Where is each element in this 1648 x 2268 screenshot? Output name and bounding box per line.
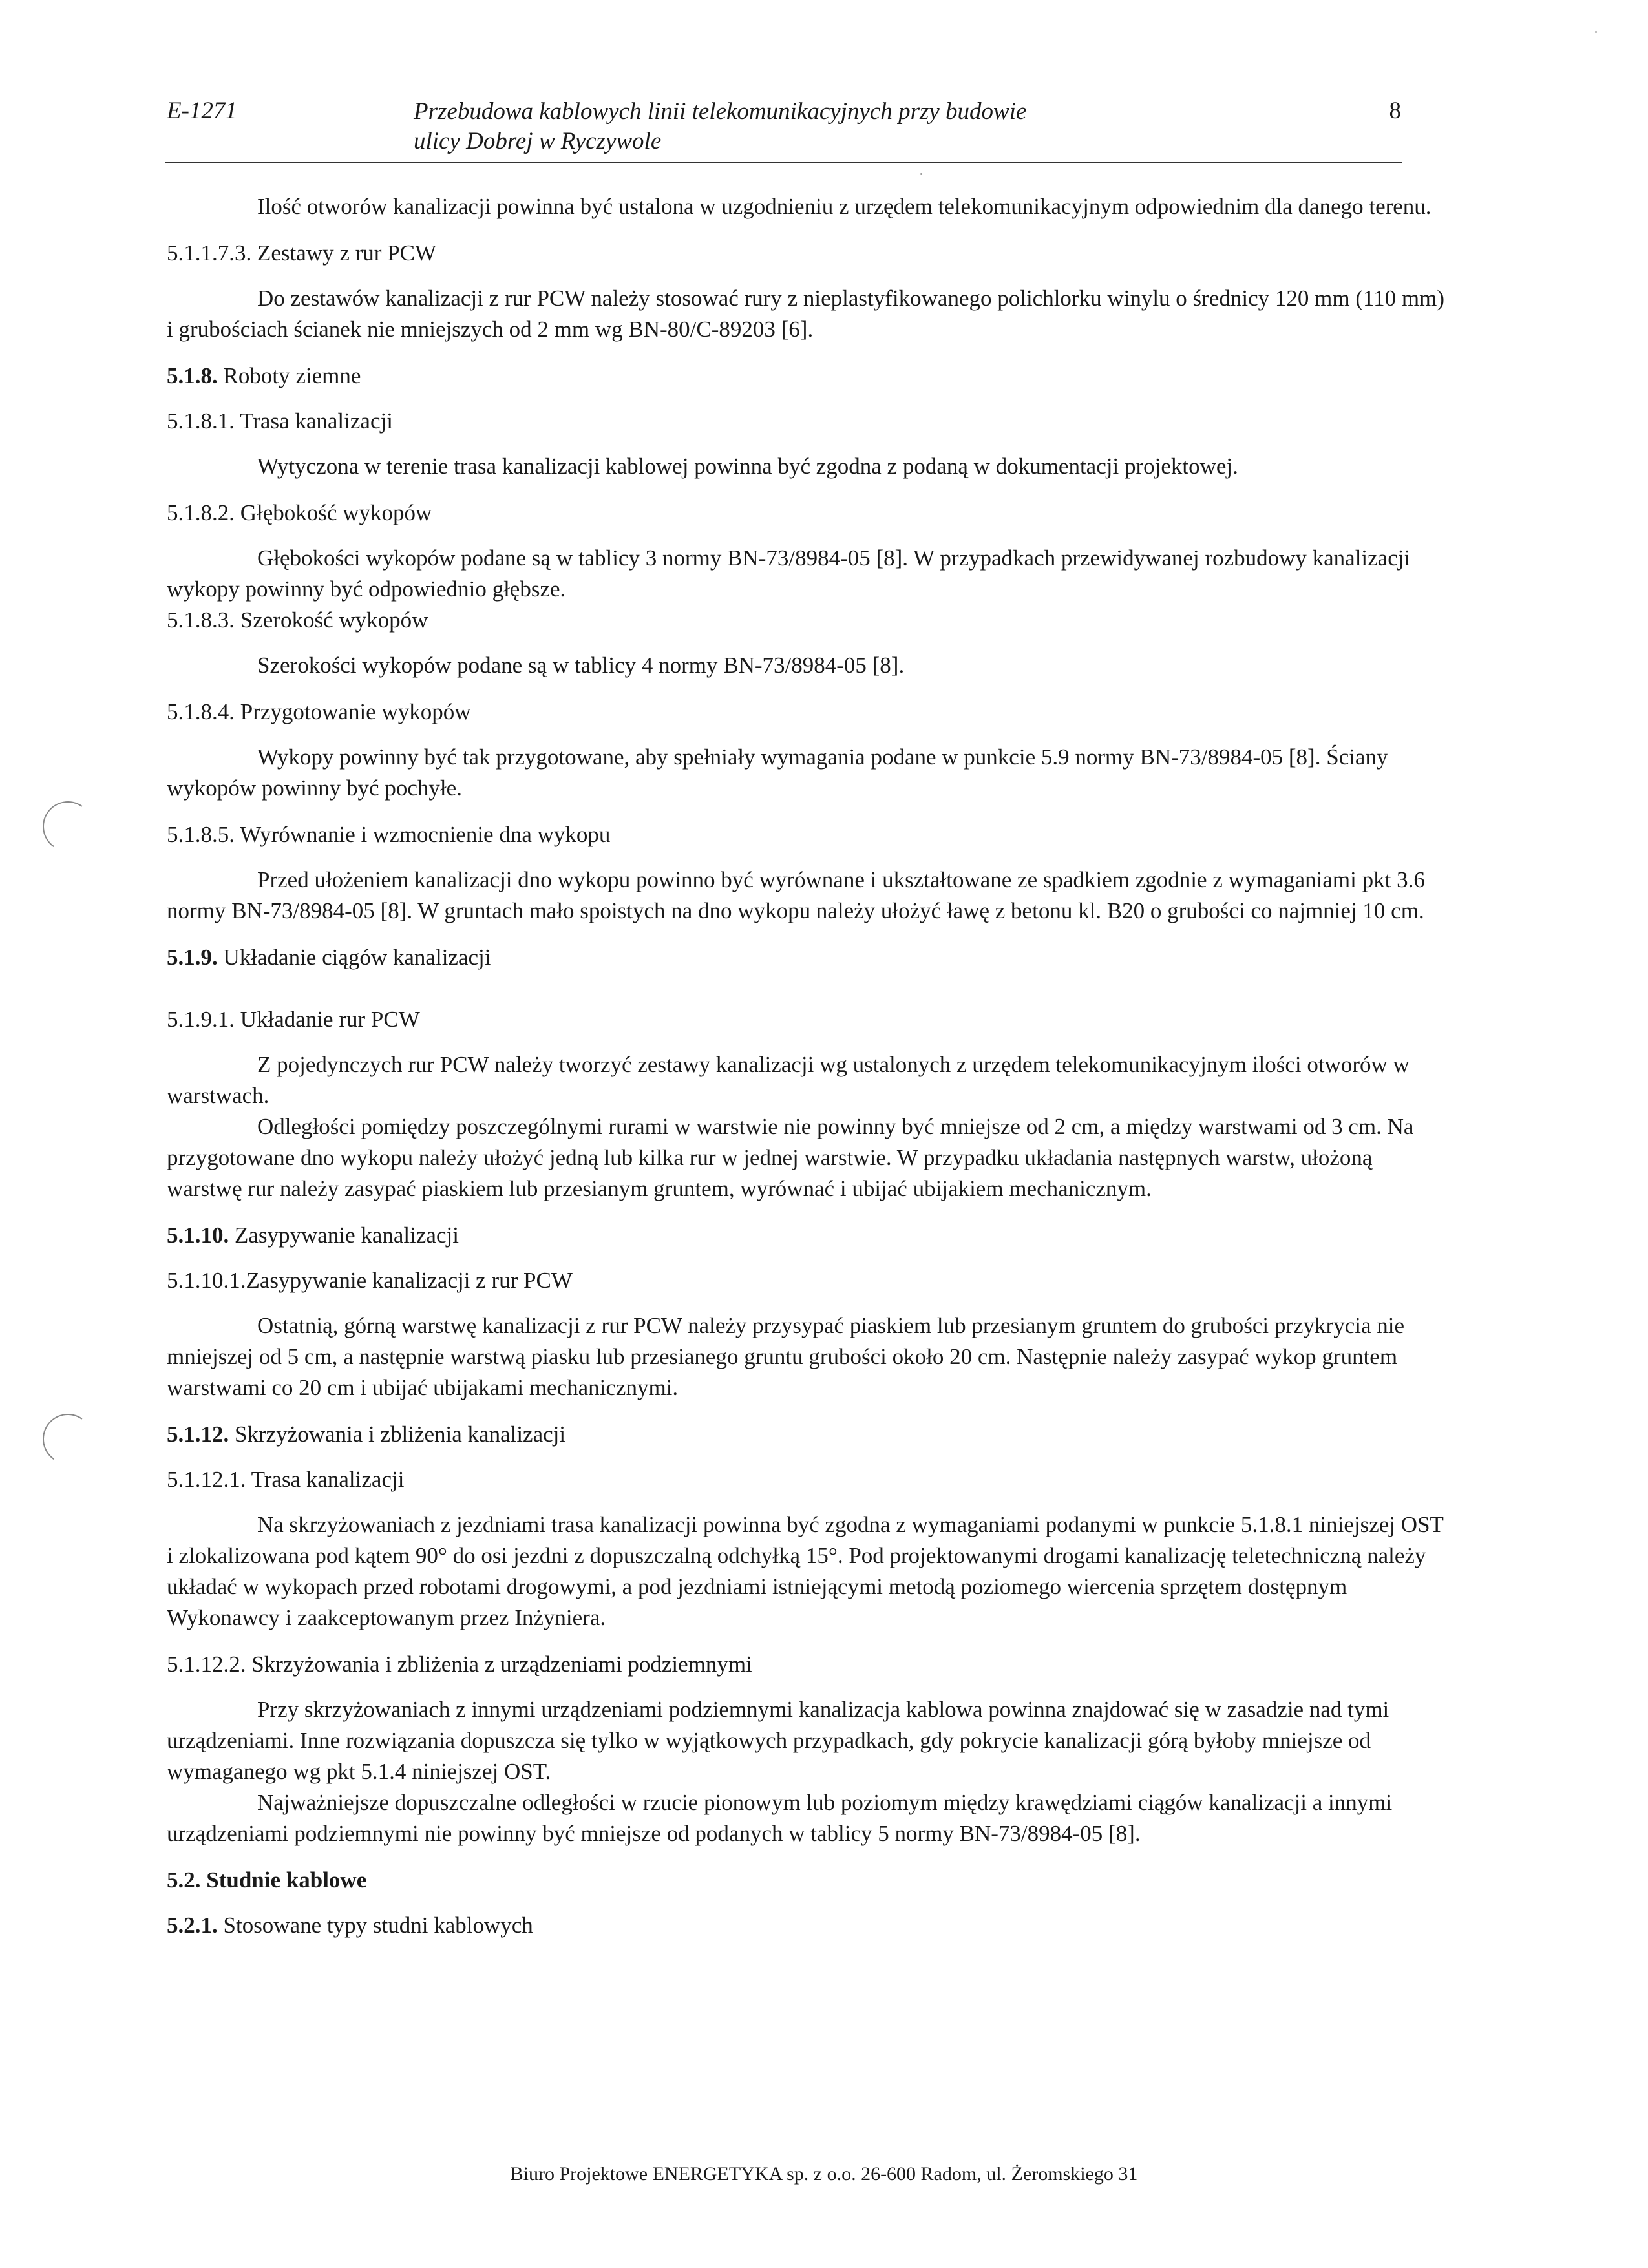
section-heading: 5.1.8.4. Przygotowanie wykopów [167,699,471,724]
section-heading: 5.1.12.2. Skrzyżowania i zbliżenia z urządzeniami podziemnymi [167,1652,752,1677]
section-number: 5.2.1. [167,1913,218,1938]
section-heading: 5.1.1.7.3. Zestawy z rur PCW [167,240,437,266]
document-title-line-2: ulicy Dobrej w Ryczywole [414,128,662,154]
paragraph: Na skrzyżowaniach z jezdniami trasa kanalizacji powinna być zgodna z wymaganiami podanymi w punkcie 5.1.8.1 niniejszej OST i zlokalizowana pod kątem 90° do osi jezdni z dopuszczalną odchyłką 15°. Pod projektowanymi drogami kanalizację teletechniczną należy układać w wykopach przed robotami drogowymi, a pod jezdniami istniejącymi metodą poziomego wiercenia sprzętem dostępnym Wykonawcy i zaakceptowanym przez Inżyniera. [167,1512,1444,1630]
paragraph: Wytyczona w terenie trasa kanalizacji kablowej powinna być zgodna z podaną w dokumentacji projektowej. [257,454,1238,479]
paragraph: Przed ułożeniem kanalizacji dno wykopu powinno być wyrównane i ukształtowane ze spadkiem zgodnie z wymaganiami pkt 3.6 normy BN-73/8984-05 [8]. W gruntach mało spoistych na dno wykopu należy ułożyć ławę z betonu kl. B20 o grubości co najmniej 10 cm. [167,867,1425,923]
punch-hole-mark [39,1410,97,1468]
document-title [414,97,1026,156]
paragraph: Ostatnią, górną warstwę kanalizacji z rur PCW należy przysypać piaskiem lub przesianym gruntem do grubości przykrycia nie mniejszej od 5 cm, a następnie warstwą piasku lub przesianego gruntu grubości około 20 cm. Następnie należy zasypać wykop gruntem warstwami co 20 cm i ubijać ubijakami mechanicznymi. [167,1313,1405,1400]
section-title: Skrzyżowania i zbliżenia kanalizacji [229,1422,566,1447]
punch-hole-mark [39,797,97,856]
header-rule [165,162,1402,163]
page-number: 8 [1389,98,1401,124]
section-title: Układanie ciągów kanalizacji [217,945,491,970]
document-body [167,191,1453,1955]
section-heading: 5.1.8.2. Głębokość wykopów [167,500,432,525]
section-heading: 5.1.8.1. Trasa kanalizacji [167,408,393,434]
section-heading: 5.1.8.3. Szerokość wykopów [167,607,428,633]
section-number: 5.1.9. [167,945,218,970]
paragraph: Przy skrzyżowaniach z innymi urządzeniami podziemnymi kanalizacja kablowa powinna znajdować się w zasadzie nad tymi urządzeniami. Inne rozwiązania dopuszcza się tylko w wyjątkowych przypadkach, gdy pokrycie kanalizacji górą byłoby mniejsze od wymaganego wg pkt 5.1.4 niniejszej OST. [167,1697,1389,1784]
section-heading [167,1910,1453,1941]
paragraph: Głębokości wykopów podane są w tablicy 3 normy BN-73/8984-05 [8]. W przypadkach przewidywanej rozbudowy kanalizacji wykopy powinny być odpowiednio głębsze. [167,545,1411,602]
section-heading: 5.1.12.1. Trasa kanalizacji [167,1467,405,1492]
paragraph: Ilość otworów kanalizacji powinna być ustalona w uzgodnieniu z urzędem telekomunikacyjnym odpowiednim dla danego terenu. [257,194,1431,219]
paragraph: Do zestawów kanalizacji z rur PCW należy stosować rury z nieplastyfikowanego polichlorku winylu o średnicy 120 mm (110 mm) i grubościach ścianek nie mniejszych od 2 mm wg BN-80/C-89203 [6]. [167,286,1445,342]
section-heading: 5.1.10.1.Zasypywanie kanalizacji z rur PCW [167,1268,573,1293]
section-title: Roboty ziemne [217,363,361,388]
section-number: 5.1.8. [167,363,218,388]
paragraph: Wykopy powinny być tak przygotowane, aby spełniały wymagania podane w punkcie 5.9 normy BN-73/8984-05 [8]. Ściany wykopów powinny być pochyłe. [167,744,1388,801]
section-heading: 5.1.9.1. Układanie rur PCW [167,1007,420,1032]
document-title-line-1: Przebudowa kablowych linii telekomunikacyjnych przy budowie [414,98,1027,125]
paragraph: Najważniejsze dopuszczalne odległości w rzucie pionowym lub poziomym między krawędziami ciągów kanalizacji a innymi urządzeniami podziemnymi nie powinny być mniejsze od podanych w tablicy 5 normy BN-73/8984-05 [8]. [167,1790,1393,1846]
section-heading [167,1865,1453,1896]
section-heading [167,361,1453,392]
section-number: 5.1.12. [167,1422,229,1447]
page-header [167,97,1401,162]
paragraph: Z pojedynczych rur PCW należy tworzyć zestawy kanalizacji wg ustalonych z urzędem telekomunikacyjnym ilości otworów w warstwach. [167,1052,1410,1108]
section-number: 5.1.10. [167,1223,229,1248]
scan-speck [1595,31,1597,33]
spacer [167,987,1453,1004]
paragraph: Odległości pomiędzy poszczególnymi rurami w warstwie nie powinny być mniejsze od 2 cm, a między warstwami od 3 cm. Na przygotowane dno wykopu należy ułożyć jedną lub kilka rur w jednej warstwie. W przypadku układania następnych warstw, ułożoną warstwę rur należy zasypać piaskiem lub przesianym gruntem, wyrównać i ubijać ubijakiem mechanicznym. [167,1114,1414,1201]
scan-speck [920,173,922,175]
section-heading [167,1220,1453,1251]
section-title: Stosowane typy studni kablowych [217,1913,533,1938]
document-code: E-1271 [167,98,237,124]
section-title: Zasypywanie kanalizacji [229,1223,459,1248]
paragraph: Szerokości wykopów podane są w tablicy 4 normy BN-73/8984-05 [8]. [257,653,905,678]
section-heading [167,1419,1453,1450]
page-footer: Biuro Projektowe ENERGETYKA sp. z o.o. 26-600 Radom, ul. Żeromskiego 31 [510,2163,1138,2185]
section-title-bold: 5.2. Studnie kablowe [167,1867,367,1893]
section-heading [167,942,1453,973]
section-heading: 5.1.8.5. Wyrównanie i wzmocnienie dna wykopu [167,822,611,847]
